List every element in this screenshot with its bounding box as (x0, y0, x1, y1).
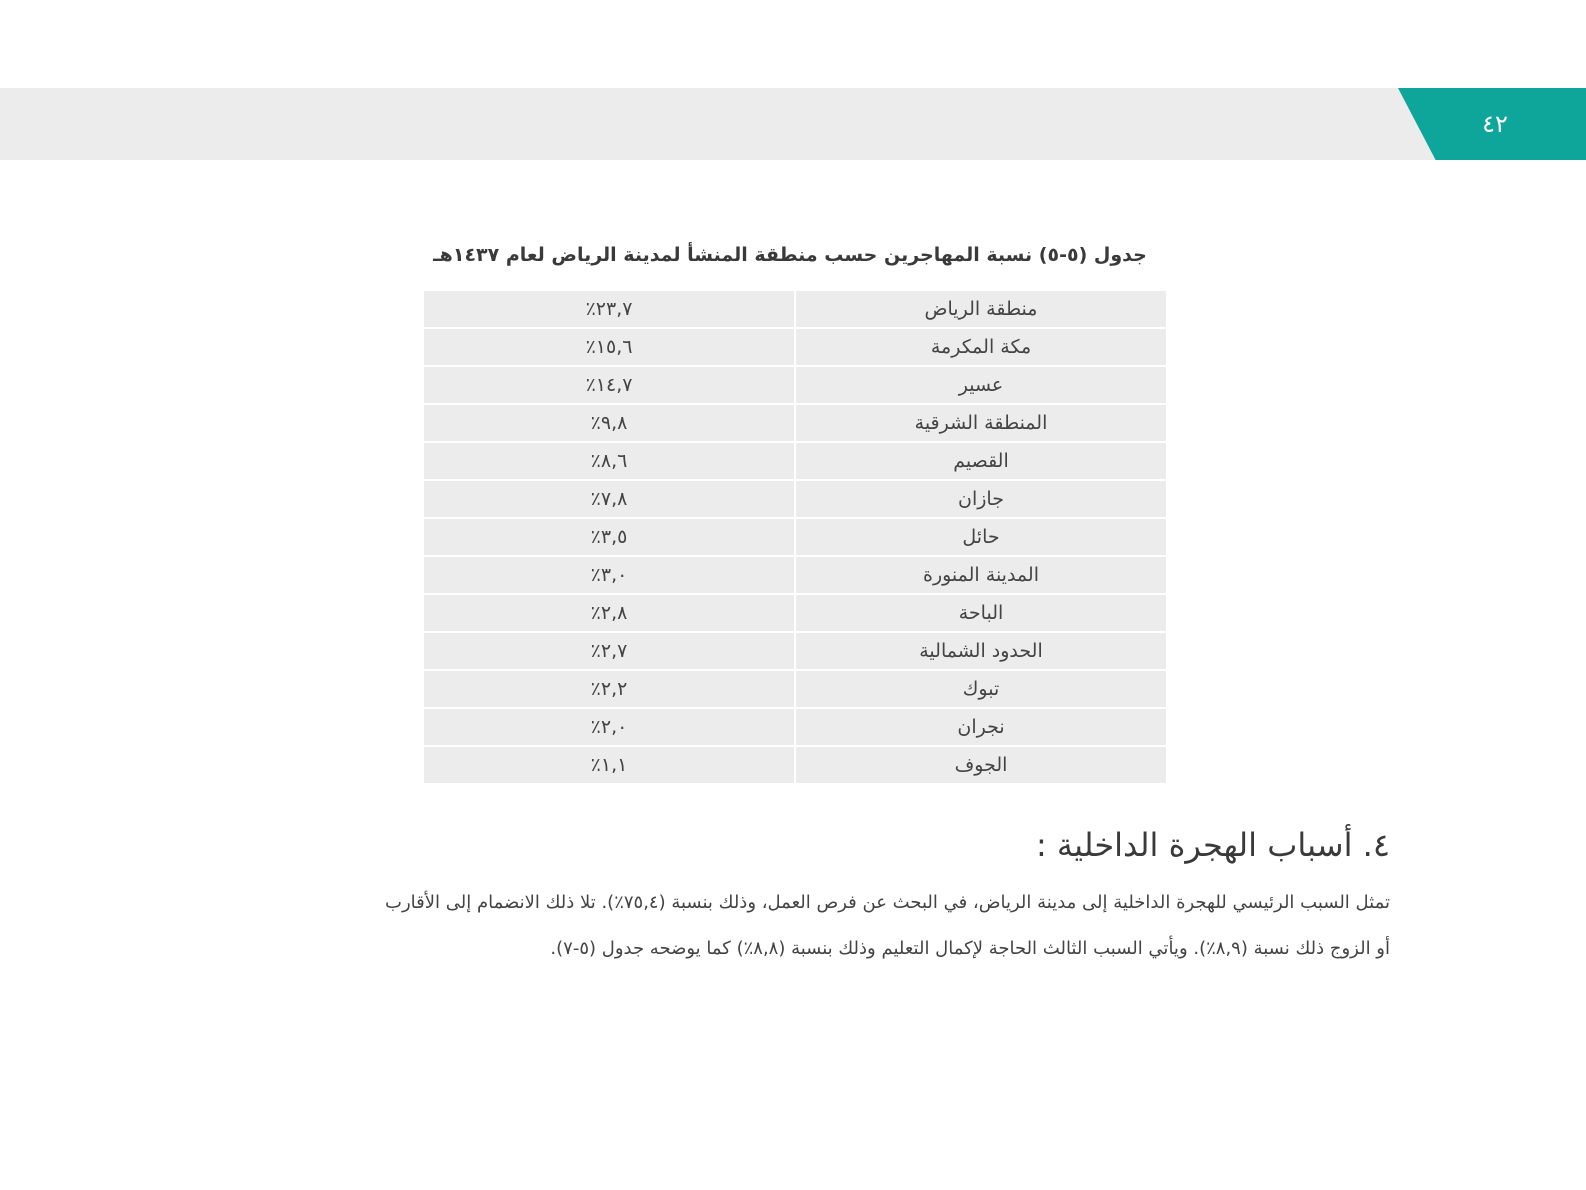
region-cell: الباحة (795, 594, 1167, 632)
migrants-by-region-table (422, 289, 1168, 785)
region-cell: جازان (795, 480, 1167, 518)
percent-cell: ٢,٠٪ (423, 708, 795, 746)
region-cell: تبوك (795, 670, 1167, 708)
table-row (423, 594, 1167, 632)
region-cell: عسير (795, 366, 1167, 404)
table-row (423, 708, 1167, 746)
percent-cell: ٢٣,٧٪ (423, 290, 795, 328)
percent-cell: ٣,٥٪ (423, 518, 795, 556)
table-row (423, 290, 1167, 328)
page-number: ٤٢ (1482, 110, 1508, 138)
percent-cell: ٢,٧٪ (423, 632, 795, 670)
table-row (423, 632, 1167, 670)
region-cell: الجوف (795, 746, 1167, 784)
table-row (423, 366, 1167, 404)
percent-cell: ٨,٦٪ (423, 442, 795, 480)
percent-cell: ١,١٪ (423, 746, 795, 784)
paragraph-line-1: تمثل السبب الرئيسي للهجرة الداخلية إلى مدينة الرياض، في البحث عن فرص العمل، وذلك بنسبة (٧٥,٤٪). تلا ذلك الانضمام إلى الأقارب (385, 892, 1390, 913)
table-row (423, 670, 1167, 708)
paragraph-line-2: أو الزوج ذلك نسبة (٨,٩٪). ويأتي السبب الثالث الحاجة لإكمال التعليم وذلك بنسبة (٨,٨٪) كما يوضحه جدول (٥-٧). (550, 938, 1390, 959)
percent-cell: ١٤,٧٪ (423, 366, 795, 404)
percent-cell: ٧,٨٪ (423, 480, 795, 518)
region-cell: المنطقة الشرقية (795, 404, 1167, 442)
percent-cell: ١٥,٦٪ (423, 328, 795, 366)
region-cell: منطقة الرياض (795, 290, 1167, 328)
section-heading: ٤. أسباب الهجرة الداخلية : (1035, 826, 1390, 864)
table-row (423, 556, 1167, 594)
table-row (423, 404, 1167, 442)
table-caption: جدول (٥-٥) نسبة المهاجرين حسب منطقة المنشأ لمدينة الرياض لعام ١٤٣٧هـ (433, 244, 1147, 266)
percent-cell: ٩,٨٪ (423, 404, 795, 442)
percent-cell: ٢,٨٪ (423, 594, 795, 632)
region-cell: مكة المكرمة (795, 328, 1167, 366)
header-band (0, 88, 1586, 160)
region-cell: حائل (795, 518, 1167, 556)
region-cell: القصيم (795, 442, 1167, 480)
section-paragraph (196, 880, 1390, 972)
percent-cell: ٢,٢٪ (423, 670, 795, 708)
region-cell: نجران (795, 708, 1167, 746)
table-row (423, 480, 1167, 518)
table-row (423, 328, 1167, 366)
region-cell: الحدود الشمالية (795, 632, 1167, 670)
table-row (423, 442, 1167, 480)
table-row (423, 518, 1167, 556)
percent-cell: ٣,٠٪ (423, 556, 795, 594)
table-row (423, 746, 1167, 784)
region-cell: المدينة المنورة (795, 556, 1167, 594)
